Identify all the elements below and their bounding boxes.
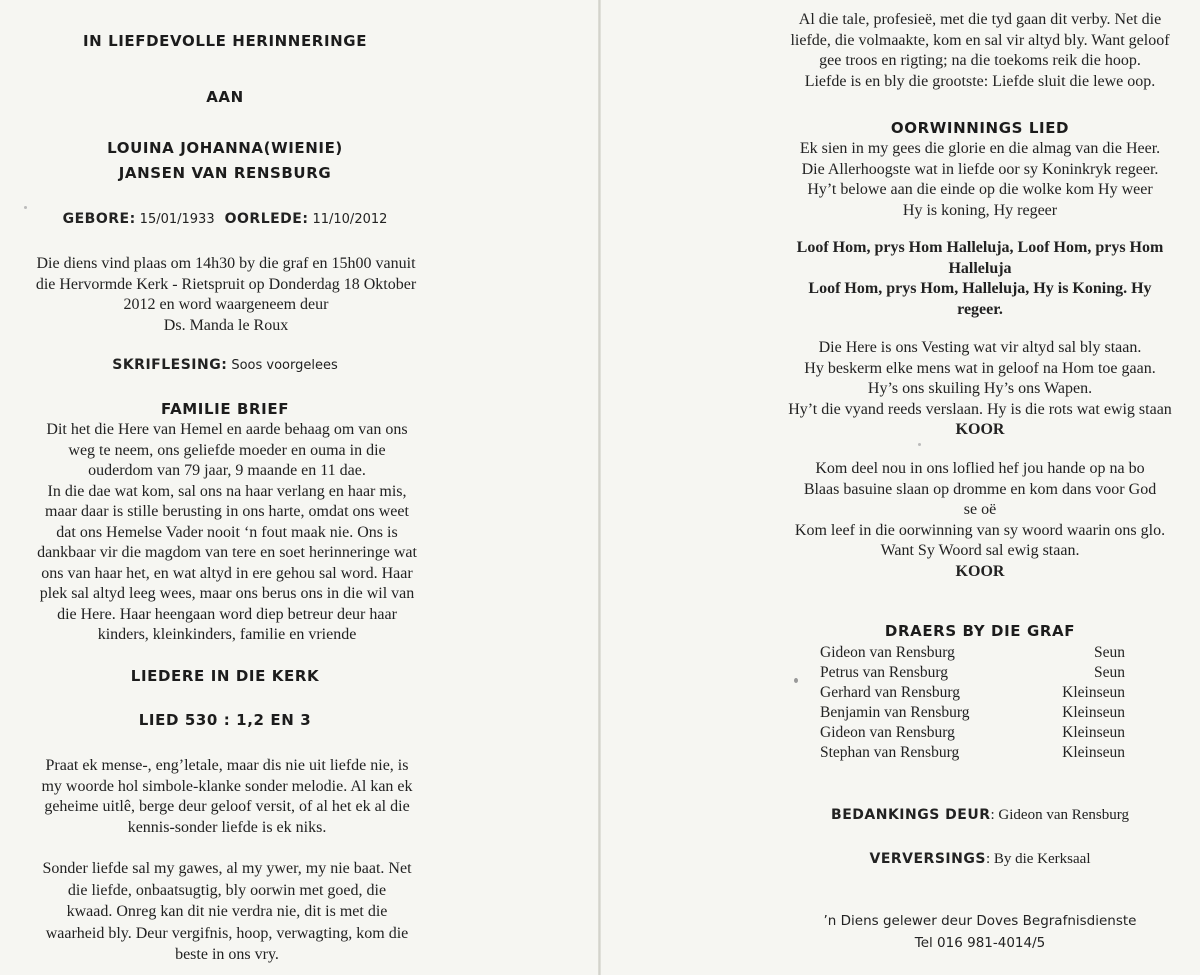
verse-line: Hy beskerm elke mens wat in geloof na Hom toe gaan.: [804, 359, 1156, 377]
verse-line: Hy’s ons skuiling Hy’s ons Wapen.: [867, 380, 1093, 397]
bearer-name: Stephan van Rensburg: [820, 744, 960, 761]
verse-line: Die Here is ons Vesting wat vir altyd sal bly staan.: [818, 339, 1142, 356]
paper-speck: [24, 206, 27, 209]
victory-verse-1: [770, 139, 1190, 221]
service-line: 2012 en word waargeneem deur: [123, 296, 329, 313]
verse-line: Hy’t belowe aan die einde op die wolke kom Hy weer: [807, 181, 1153, 198]
refreshments-value: : By die Kerksaal: [985, 851, 1091, 867]
verse-line: die liefde, onbaatsugtig, bly oorwin met goed, die: [67, 881, 387, 899]
chorus-line: Loof Hom, prys Hom, Halleluja, Hy is Koning. Hy: [808, 280, 1152, 297]
hymn-title: LIED 530 : 1,2 EN 3: [138, 711, 312, 729]
verse-line: Die Allerhoogste wat in liefde oor sy Koninkryk regeer.: [801, 160, 1159, 178]
footer-line: Tel 016 981-4014/5: [914, 935, 1046, 951]
service-line: die Hervormde Kerk - Rietspruit op Donderdag 18 Oktober: [35, 275, 417, 293]
bearer-name: Benjamin van Rensburg: [820, 704, 970, 721]
verse-line: beste in ons vry.: [175, 946, 279, 963]
scripture-value: Soos voorgelees: [231, 358, 338, 373]
verse-line: Kom deel nou in ons loflied hef jou hande op na bo: [815, 460, 1145, 477]
koor-label: KOOR: [955, 562, 1005, 580]
letter-line: die Here. Haar heengaan word diep betreur deur haar: [57, 605, 397, 623]
letter-line: dat ons Hemelse Vader nooit ‘n fout maak nie. Ons is: [56, 523, 398, 541]
bearer-relation: Kleinseun: [1062, 684, 1125, 701]
died-value: 11/10/2012: [312, 212, 388, 227]
victory-song-title: OORWINNINGS LIED: [890, 119, 1070, 137]
footer-line: ’n Diens gelewer deur Doves Begrafnisdienste: [823, 913, 1137, 929]
bearer-name: Gerhard van Rensburg: [820, 684, 961, 701]
hymn-verse-2: [18, 858, 436, 966]
letter-line: In die dae wat kom, sal ons na haar verlang en haar mis,: [47, 482, 407, 500]
paper-speck: [794, 678, 798, 683]
dates-line: [25, 210, 425, 228]
bearer-row: [820, 723, 1125, 743]
family-letter-title: FAMILIE BRIEF: [160, 400, 290, 418]
right-page: [600, 0, 1200, 975]
hymn-verse-3: [770, 10, 1190, 92]
songs-title: LIEDERE IN DIE KERK: [130, 667, 320, 685]
bearer-relation: Seun: [1094, 644, 1125, 661]
verse-line: gee troos en rigting; na die toekoms reik die hoop.: [819, 52, 1141, 69]
chorus-line: regeer.: [957, 300, 1003, 318]
bearer-relation: Kleinseun: [1062, 744, 1125, 761]
scripture-line: [25, 356, 425, 374]
bearers-list: [820, 643, 1125, 763]
letter-line: ons van haar het, en wat altyd in ere gehou sal word. Haar: [41, 564, 413, 582]
letter-line: plek sal altyd leeg wees, maar ons berus ons in die wil van: [39, 585, 415, 602]
bearers-title: DRAERS BY DIE GRAF: [884, 622, 1076, 640]
victory-verse-3: [770, 459, 1190, 582]
aan-heading: AAN: [206, 88, 244, 106]
paper-speck: [918, 443, 921, 446]
verse-line: Blaas basuine slaan op dromme en kom dans voor God: [803, 480, 1157, 498]
verse-line: Hy’t die vyand reeds verslaan. Hy is die rots wat ewig staan: [788, 400, 1172, 418]
letter-line: maar daar is stille berusting in ons harte, omdat ons weet: [45, 503, 409, 520]
letter-line: Dit het die Here van Hemel en aarde behaag om van ons: [46, 421, 408, 438]
verse-line: Hy is koning, Hy regeer: [902, 201, 1058, 219]
verse-line: Want Sy Woord sal ewig staan.: [880, 542, 1080, 559]
thanks-value: : Gideon van Rensburg: [990, 807, 1129, 823]
deceased-name-line1: LOUINA JOHANNA(WIENIE): [107, 139, 343, 157]
chorus-line: Loof Hom, prys Hom Halleluja, Loof Hom, prys Hom: [796, 239, 1164, 256]
verse-line: Praat ek mense-, eng’letale, maar dis nie uit liefde nie, is: [45, 757, 409, 774]
verse-line: kwaad. Onreg kan dit nie verdra nie, dit is met die: [66, 903, 388, 920]
verse-line: geheime uitlê, berge deur geloof versit, of al het ek al die: [44, 798, 410, 815]
scripture-label: SKRIFLESING:: [112, 357, 228, 373]
verse-line: Liefde is en bly die grootste: Liefde sluit die lewe oop.: [804, 72, 1156, 90]
refreshments-line: [770, 850, 1190, 868]
died-label: OORLEDE:: [224, 211, 309, 227]
hymn-verse-1: [18, 756, 436, 838]
deceased-name-line2: JANSEN VAN RENSBURG: [118, 164, 332, 182]
service-info: [12, 254, 440, 336]
victory-verse-2: [770, 338, 1190, 441]
verse-line: Sonder liefde sal my gawes, al my ywer, my nie baat. Net: [42, 860, 412, 877]
born-label: GEBORE:: [62, 211, 136, 227]
bearer-name: Gideon van Rensburg: [820, 644, 955, 661]
born-value: 15/01/1933: [139, 212, 215, 227]
bearer-relation: Seun: [1094, 664, 1125, 681]
verse-line: se oë: [963, 501, 997, 518]
verse-line: Al die tale, profesieë, met die tyd gaan dit verby. Net die: [798, 11, 1162, 28]
verse-line: my woorde hol simbole-klanke sonder melodie. Al kan ek: [41, 777, 413, 795]
verse-line: liefde, die volmaakte, kom en sal vir altyd bly. Want geloof: [790, 31, 1170, 49]
service-line: Ds. Manda le Roux: [163, 316, 289, 334]
letter-line: ouderdom van 79 jaar, 9 maande en 11 dae.: [88, 462, 366, 479]
bearer-relation: Kleinseun: [1062, 724, 1125, 741]
bearer-row: [820, 643, 1125, 663]
verse-line: kennis-sonder liefde is ek niks.: [127, 818, 327, 836]
koor-label: KOOR: [955, 421, 1005, 438]
letter-line: weg te neem, ons geliefde moeder en ouma in die: [68, 441, 386, 459]
memorial-heading: IN LIEFDEVOLLE HERINNERINGE: [82, 32, 368, 50]
refreshments-label: VERVERSINGS: [869, 851, 986, 867]
bearer-row: [820, 743, 1125, 763]
bearer-name: Petrus van Rensburg: [820, 664, 949, 681]
service-line: Die diens vind plaas om 14h30 by die graf en 15h00 vanuit: [36, 255, 416, 272]
verse-line: Kom leef in die oorwinning van sy woord waarin ons glo.: [794, 521, 1166, 539]
thanks-line: [770, 806, 1190, 824]
chorus: [770, 238, 1190, 320]
thanks-label: BEDANKINGS DEUR: [831, 807, 991, 823]
bearer-row: [820, 683, 1125, 703]
bearer-name: Gideon van Rensburg: [820, 724, 955, 741]
funeral-home-footer: [770, 910, 1190, 954]
verse-line: waarheid bly. Deur vergifnis, hoop, verwagting, kom die: [45, 924, 409, 942]
bearer-relation: Kleinseun: [1062, 704, 1125, 721]
bearer-row: [820, 663, 1125, 683]
family-letter: [18, 420, 436, 646]
verse-line: Ek sien in my gees die glorie en die almag van die Heer.: [799, 140, 1161, 157]
letter-line: kinders, kleinkinders, familie en vriende: [97, 626, 357, 643]
chorus-line: Halleluja: [948, 259, 1012, 277]
bearer-row: [820, 703, 1125, 723]
letter-line: dankbaar vir die magdom van tere en soet herinneringe wat: [37, 544, 417, 561]
